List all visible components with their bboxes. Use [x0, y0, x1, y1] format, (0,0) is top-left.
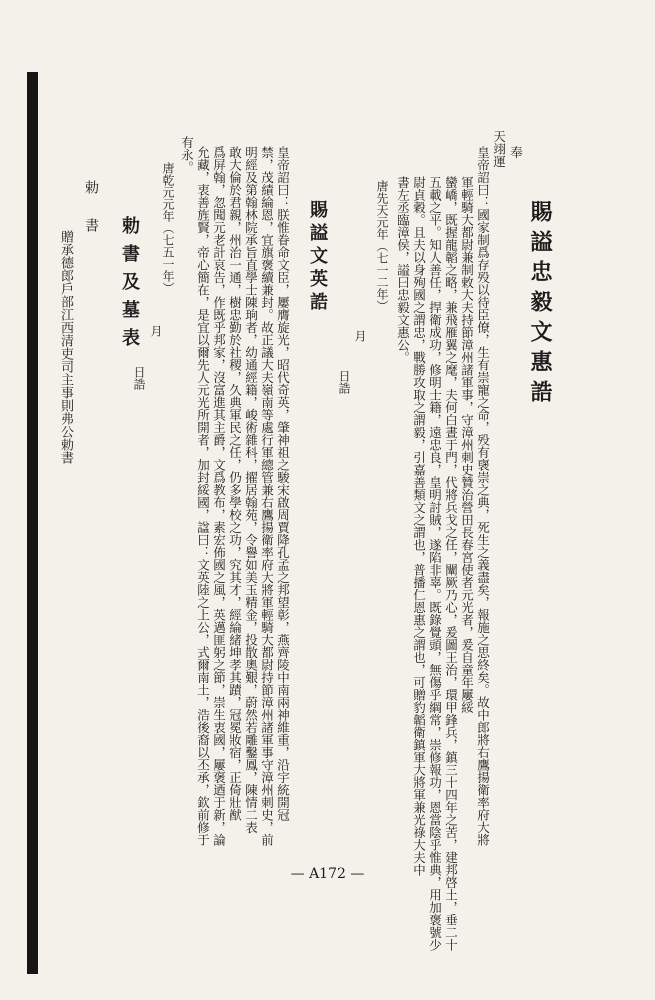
- section-two-line: 皇帝詔曰：朕惟眷命文臣，屢膺旋光，昭代奇英，肇神祖之駿宋啟周賈降孔孟之邦望彰，燕齊陵中南兩神維重，沿宇統開冠: [275, 146, 291, 821]
- section-two-line: 有永。: [179, 136, 195, 174]
- section-three-heading-2: 書: [83, 218, 99, 232]
- section-two-line: 禁，茂績綸恩，宜旗褒續兼封。故正議大夫嶺南等處行軍總管兼右鷹揚衛率府大將軍輕騎大都尉持節漳州諸軍事守漳州刺史，前: [259, 146, 275, 846]
- section-one-line: 皇帝詔曰：國家制爲存殁以待臣僚，生有崇寵之命，殁有襃崇之典，死生之義盡矣，報施之思終矣。故中郎將右鷹揚衛率府大將: [475, 146, 491, 846]
- section-two-date-day: 日誥: [132, 366, 146, 390]
- section-two-title: 賜謚文英誥: [307, 200, 328, 315]
- section-two-line: 明經及第翰林院承旨直學士陳珦者，幼通經籍，峻術雜科，擢居翰苑，令譽如美玉精金，投散奧艱，蔚然若雕鑿鳳，陳情二表: [243, 146, 259, 834]
- section-one-line: 尉貞穀。且夫以身殉國之謂忠，戰勝攻取之謂毅，引嘉善類文之謂也，普播仁恩惠之謂也，可贈豹韜衛鎮軍大將軍兼光祿大夫中: [411, 176, 427, 876]
- section-one-line: 書左丞臨漳侯，謚曰忠毅文惠公。: [395, 176, 411, 364]
- section-one-line: 奉: [508, 146, 524, 159]
- section-two-line: 允藏，衷善旌賢，帝心簡在，是宜以爾先人元光所開者，加封綏國，諡曰：文英陸之上公，式爾南土，浩後裔以丕承，欽前修于: [195, 146, 211, 846]
- section-three-line: 贈承德郎戶部江西清吏司主事則弗公勅書: [58, 230, 73, 464]
- section-one-line: 五載之平。知人善任，捍衛成功，修明士籍，遠忠良，皇明討賊，遂陷非辜。既錄覺頭，無傷乎綱常，崇修報功，恩當陰乎惟典，用加褒號少: [427, 176, 443, 951]
- section-two-date: 唐乾元元年（七五一年）: [161, 162, 175, 294]
- section-one-title: 賜謚忠毅文惠誥: [527, 200, 553, 410]
- section-one-date: 唐先天元年（七一二年）: [375, 180, 389, 312]
- section-two-line: 爲屏翰，忽聞元老計哀告，作既乎邦家，沒富進其主爵，文爲教布，素宏佈國之風，英邁匪躬之節，崇生衷國，屢褒迺于新，論: [211, 146, 227, 846]
- section-three-title: 勅書及墓表: [119, 216, 140, 356]
- section-one-date-day: 日誥: [337, 370, 351, 394]
- section-two-date-month: 月: [149, 325, 163, 337]
- section-one-line: 天翊運: [491, 130, 507, 168]
- book-spine: [27, 72, 38, 974]
- section-one-line: 蠻嶠，既握龍韜之略，兼飛雁翼之麾，夫何白晝于門，代將兵戈之任，闡厥乃心，爰圖王治，環甲鋒兵，鎮三十四年之苦，建邦啓土，垂二十: [443, 176, 459, 951]
- section-two-line: 敢大倫於君親，州治一通，樹忠勤於社稷，久典軍民之任，仍多學校之功，究其才，經綸緒坤孝其蹟，冠冕妝宿，正倚壯猷: [227, 146, 243, 821]
- section-three-heading: 勅: [83, 180, 99, 194]
- section-one-date-month: 月: [353, 330, 367, 342]
- page-folio: — A172 —: [290, 866, 365, 882]
- section-one-line: 軍輕騎大都尉兼制敕大夫持節漳州諸軍事，守漳州刺史贊治營田長春宮使者元光者，爰自童年屢綏: [459, 176, 475, 714]
